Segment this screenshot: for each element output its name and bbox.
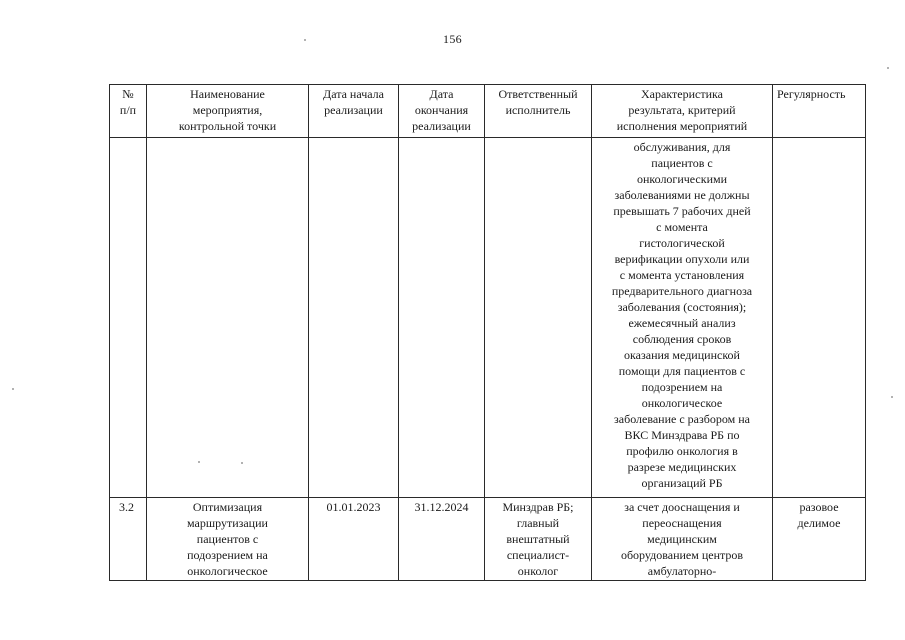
table-row [110, 498, 866, 581]
table-header-row [110, 85, 866, 138]
cont-start-cell [309, 138, 399, 498]
row-executor: Минздрав РБ; главный внештатный специалист- онколог [485, 498, 592, 581]
cont-regularity-cell [773, 138, 866, 498]
header-num: № п/п [110, 85, 147, 138]
cont-end-cell [399, 138, 485, 498]
cont-executor-cell [485, 138, 592, 498]
header-start-date: Дата начала реализации [309, 85, 399, 138]
row-num: 3.2 [119, 500, 134, 514]
cont-name-cell [147, 138, 309, 498]
header-executor: Ответственный исполнитель [485, 85, 592, 138]
measures-table [109, 84, 866, 581]
scan-speck [304, 39, 306, 41]
row-name-cell: Оптимизация маршрутизации пациентов с подозрением на онкологическое [147, 498, 309, 581]
cont-num-cell [110, 138, 147, 498]
header-end-date: Дата окончания реализации [399, 85, 485, 138]
row-regularity: разовое делимое [773, 498, 866, 581]
cont-result-cell: обслуживания, для пациентов с онкологическими заболеваниями не должны превышать 7 рабочих дней с момента гистологической верификации опухоли или с момента установления предварительного диагноза заболевания (состояния); ежемесячный анализ соблюдения сроков оказания медицинской помощи для пациентов с подозрением на онкологическое заболевание с разбором на ВКС Минздрава РБ по профилю онкология в разрезе медицинских организаций РБ [592, 138, 773, 498]
page-number: 156 [443, 32, 462, 46]
scan-speck [887, 67, 889, 69]
row-result: за счет дооснащения и переоснащения медицинским оборудованием центров амбулаторно- [592, 498, 773, 581]
table-row [110, 138, 866, 498]
scan-speck [12, 388, 14, 390]
header-result: Характеристика результата, критерий исполнения мероприятий [592, 85, 773, 138]
row-end-date: 31.12.2024 [399, 498, 485, 581]
row-num-cell [110, 498, 147, 581]
scan-speck [891, 396, 893, 398]
scan-speck [241, 462, 243, 464]
header-name: Наименование мероприятия, контрольной точки [147, 85, 309, 138]
header-regularity: Регулярность [773, 85, 866, 138]
scan-speck [198, 461, 200, 463]
row-start-date: 01.01.2023 [309, 498, 399, 581]
